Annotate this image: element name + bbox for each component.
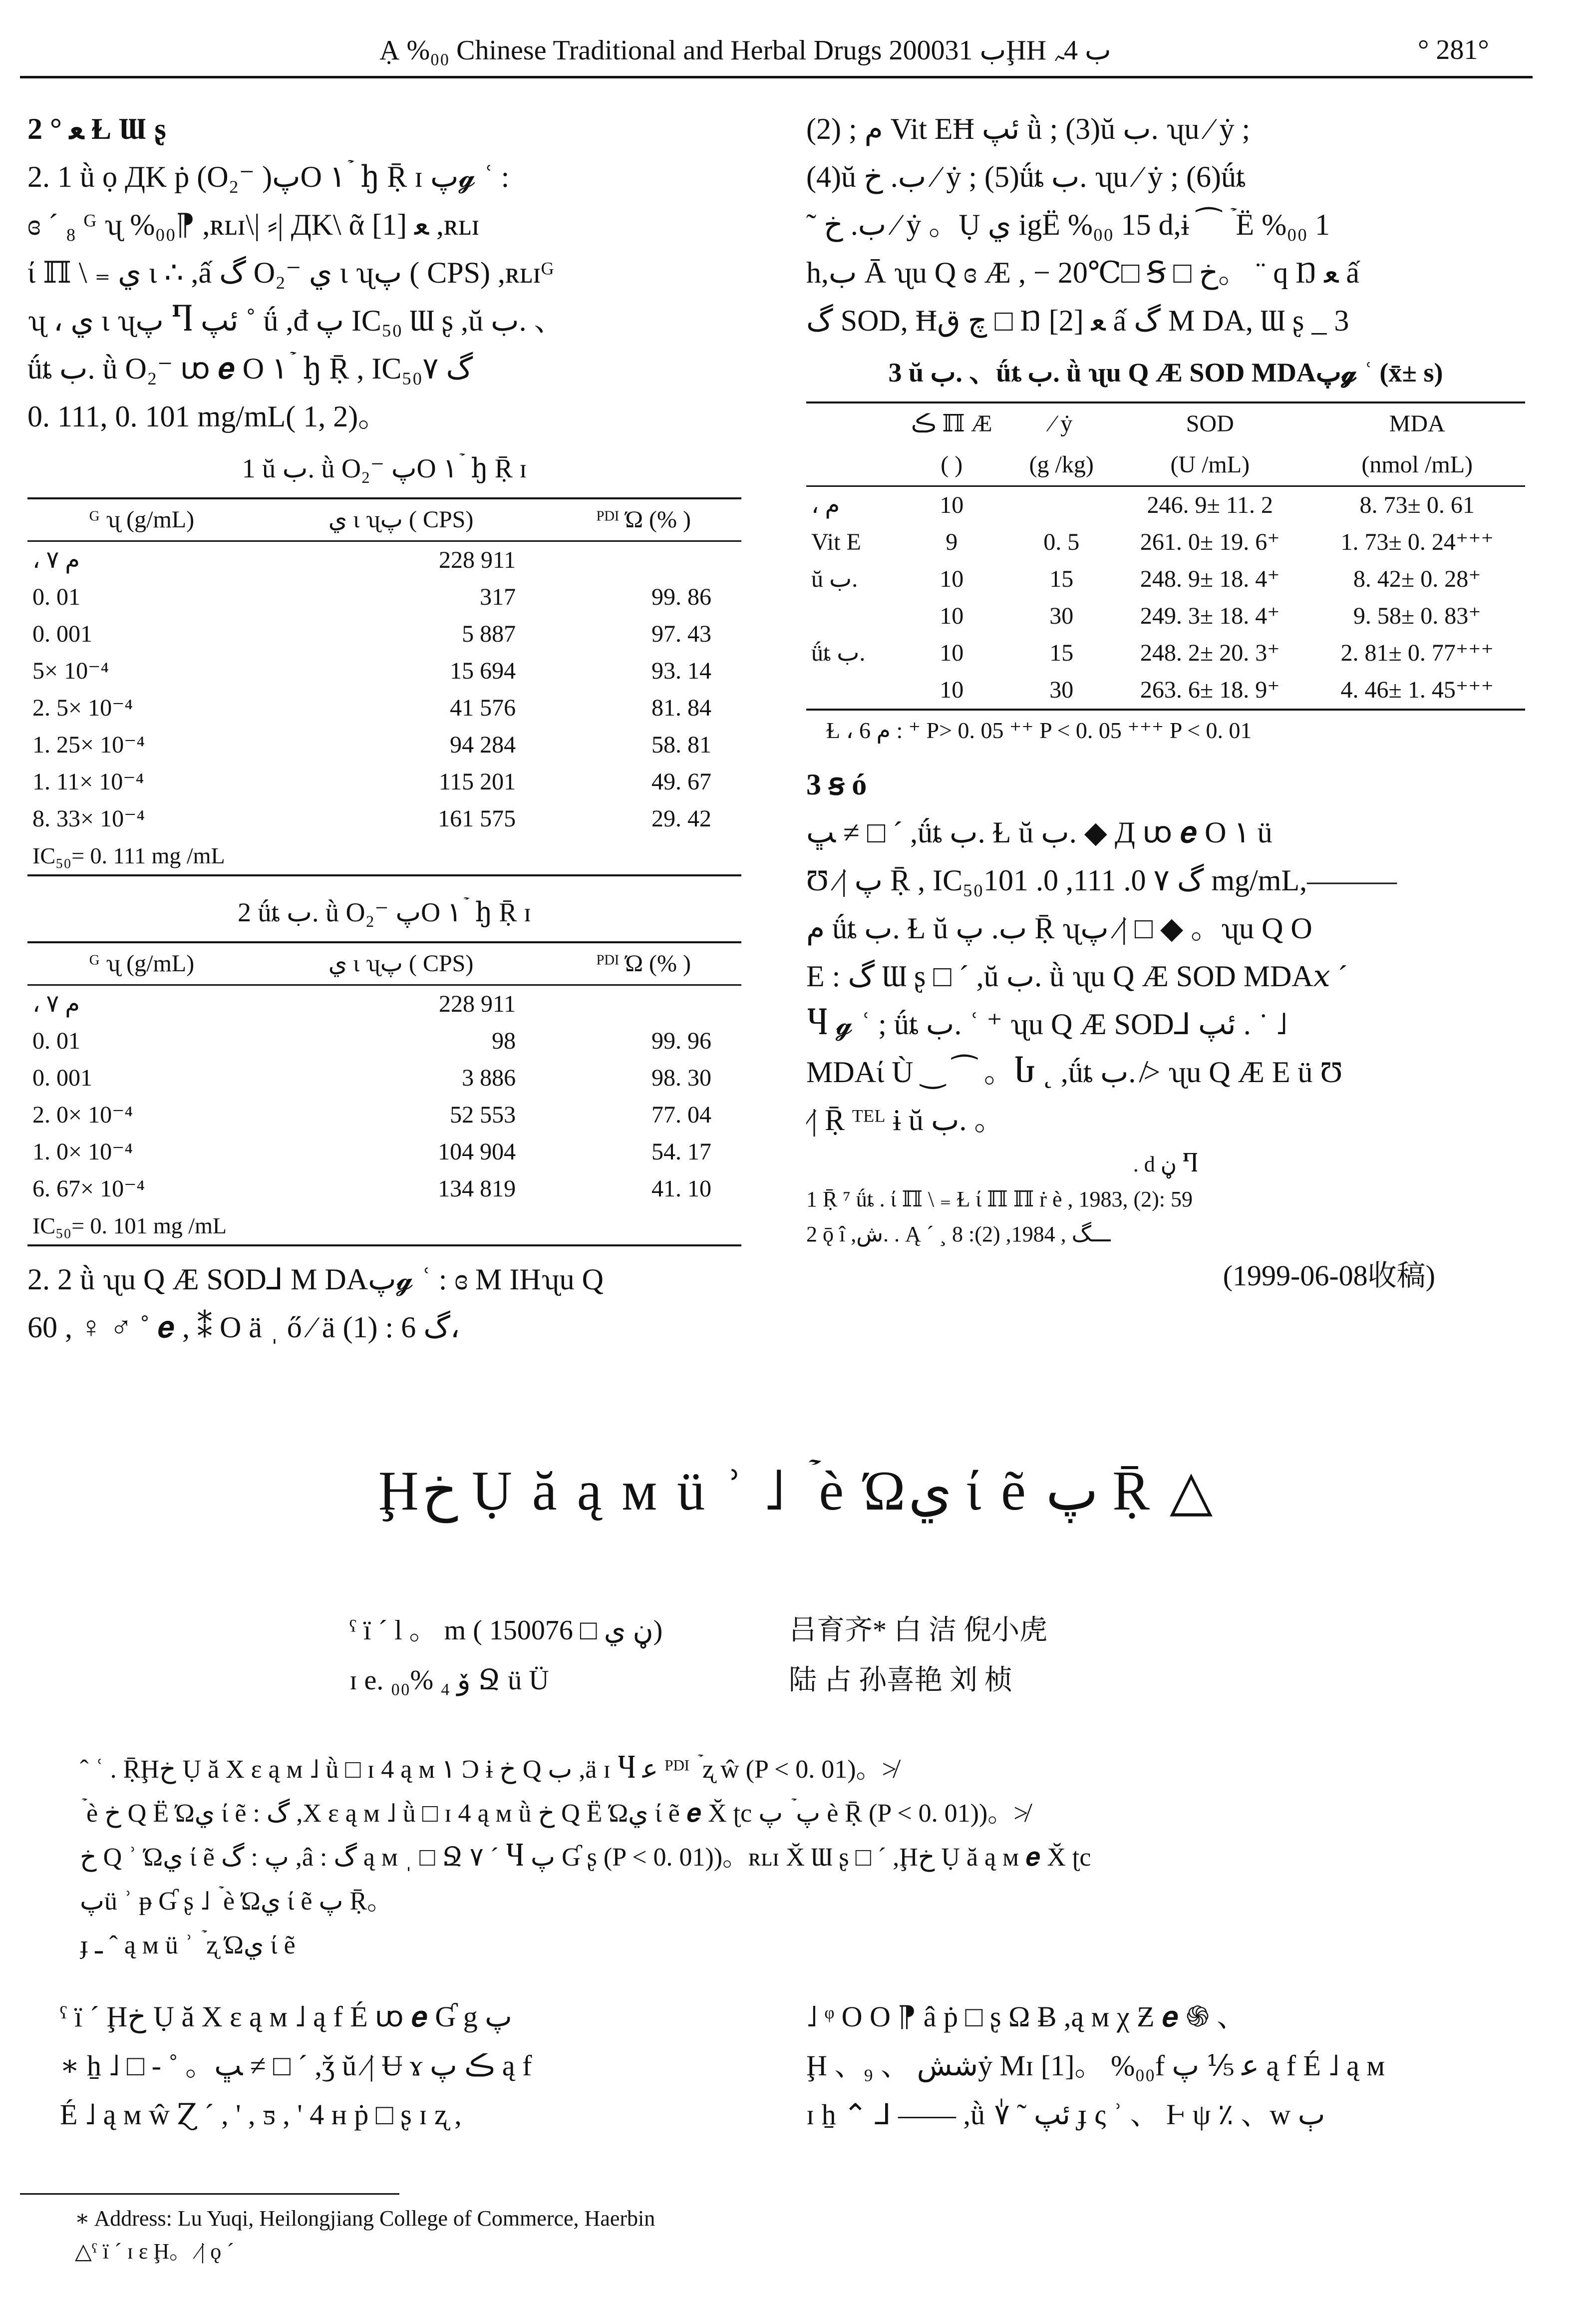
table-cell: 0. 001 bbox=[32, 621, 92, 647]
table-cell: 54. 17 bbox=[651, 1139, 711, 1165]
text-line: ﭛ ≠ □ ´ ,ǘȶ ب. Ɫ ŭ ب. ◆ Д ꭣ 𝒆 O ۱ ü bbox=[806, 816, 1273, 849]
text-line: (4)ŭ ب. خ ⁄ ẏ ; (5)ǘȶ ب. ʯu ⁄ ẏ ; (6)ǘȶ bbox=[806, 160, 1246, 193]
section-heading-3: 3 ꞩ ó bbox=[806, 768, 867, 801]
footnote-funding: △ˤ ï ´ ɪ ε Ḩ。 ⁄| ǫ ´ bbox=[75, 2239, 234, 2264]
text-line: ɞ ´ ₈ ᴳ ʯ %₀₀⁋ ,ʀʟɪ\| ⸗| ДK\ ᾶ ﻌ [1] ,ʀʟɪ bbox=[27, 208, 480, 241]
table-row bbox=[27, 1060, 741, 1097]
table-cell: 10 bbox=[940, 603, 964, 629]
text-line: خ Q ʾ Ώي ί ẽ پ : گ ,â : گ ą ᴍ ˌ □ Ջ ٧ ´ Ⴗ پ Ɠ ʂ (P < 0. 01))。ʀʟɪ X̆ Ɯ ʂ □ ´ ,Ḩخ Ụ ă ą ᴍ 𝒆 X̆ ʈc bbox=[80, 1843, 1091, 1872]
table-1-caption: 1 ŭ ب. ǜ O₂⁻ پO ۱ ۡ ꜧ Ṝ ɪ bbox=[242, 453, 527, 483]
table-row bbox=[806, 561, 1525, 598]
table-cell bbox=[806, 598, 891, 635]
table-cell: 0. 01 bbox=[32, 584, 80, 610]
text-line: 0. 111, 0. 101 mg/mL( 1, 2)。 bbox=[27, 400, 388, 433]
table-row bbox=[806, 524, 1525, 561]
text-line: 2. 1 ǜ ọ ДK ṗ (O₂⁻ )پO ۱ ۡ ꜧ Ṝ ɪ پ𝓰 ʿ : bbox=[27, 160, 510, 193]
section-2-2-paragraph bbox=[27, 1255, 741, 1351]
table-cell: 246. 9± 11. 2 bbox=[1147, 492, 1274, 518]
table-cell: 248. 9± 18. 4⁺ bbox=[1140, 566, 1280, 592]
table-row bbox=[27, 1097, 741, 1134]
table-cell: 8. 33× 10⁻⁴ bbox=[32, 805, 145, 832]
table-header: ي ɩ ʯپ ( CPS) bbox=[256, 498, 546, 541]
table-cell: ǘȶ ب. bbox=[811, 640, 866, 666]
author-names: 吕育齐* 白 洁 倪小虎 bbox=[789, 1615, 1047, 1646]
affiliation: ɪ e. ۆ ₄ %₀₀ Ջ ü Ü bbox=[349, 1665, 549, 1696]
table-cell: 0. 5 bbox=[1043, 529, 1080, 555]
table-cell: 49. 67 bbox=[651, 769, 711, 795]
ic50-note: IC₅₀= 0. 111 mg /mL bbox=[32, 843, 225, 868]
table-cell: 6. 67× 10⁻⁴ bbox=[32, 1175, 145, 1202]
table-header: ᴳ ʯ (g/mL) bbox=[27, 942, 256, 985]
table-cell: 248. 2± 20. 3⁺ bbox=[1140, 640, 1280, 666]
table-header: SOD bbox=[1186, 410, 1234, 437]
table-cell bbox=[546, 985, 741, 1023]
ic50-note: IC₅₀= 0. 101 mg /mL bbox=[32, 1213, 227, 1238]
table-cell: 1. 25× 10⁻⁴ bbox=[32, 732, 145, 758]
grouping-paragraph bbox=[806, 105, 1525, 345]
table-3-caption: 3 ŭ ب. 、ǘȶ ب. ǜ ʯu Q Æ SOD MDAپ𝓰 ʿ (x̄± s) bbox=[888, 358, 1443, 387]
table-cell: 77. 04 bbox=[651, 1102, 711, 1128]
table-2-caption: 2 ǘȶ ب. ǜ O₂⁻ پO ۱ ۡ ꜧ Ṝ ɪ bbox=[238, 897, 531, 927]
table-cell: 228 911 bbox=[438, 547, 516, 573]
table-cell: 1. 0× 10⁻⁴ bbox=[32, 1139, 133, 1165]
table-cell: 10 bbox=[940, 566, 964, 592]
table-row bbox=[27, 985, 741, 1023]
table-cell: 5× 10⁻⁴ bbox=[32, 658, 109, 684]
running-header bbox=[0, 29, 1594, 79]
table-header: ي ɩ ʯپ ( CPS) bbox=[256, 942, 546, 985]
table-cell: 97. 43 bbox=[651, 621, 711, 647]
table-header: (g /kg) bbox=[1012, 444, 1111, 486]
table-cell: ، م bbox=[811, 492, 840, 518]
table-cell: 5 887 bbox=[462, 621, 516, 647]
table-header bbox=[806, 444, 891, 486]
author-line-2 bbox=[349, 1658, 1298, 1703]
text-line: Ⴗ 𝓰 ʿ ; ǘȶ ب. ʿ ⁺ ʯu Q Æ SOD⅃ ئپ . ˙ ˩ bbox=[806, 1008, 1287, 1041]
table-footer-row bbox=[27, 1207, 741, 1245]
table-row bbox=[27, 1170, 741, 1207]
table-header: MDA bbox=[1389, 410, 1445, 437]
journal-citation: Ạ %₀₀ Chinese Traditional and Herbal Drugs 2000ب 31ḨH ب 4ﮧ bbox=[379, 35, 1111, 66]
table-cell: 161 575 bbox=[438, 805, 516, 832]
text-line: گ SOD, Ħچ ق □ Ŋ ﻌ [2] ấ گ M DA, Ɯ ʂ _ 3 bbox=[806, 304, 1349, 337]
table-row bbox=[27, 690, 741, 727]
table-1 bbox=[27, 497, 741, 876]
table-row bbox=[27, 800, 741, 837]
table-row bbox=[27, 727, 741, 764]
table-cell: 0. 001 bbox=[32, 1065, 92, 1091]
text-line: ɪ ẖ ⌃ ⅃ —— ,ǜ ٰ۷ ˜ ئپ ɟ ς ʾ 、 Ⱶ ψ ٪ 、w ٻ bbox=[806, 2098, 1325, 2131]
table-header: ⁄ ẏ bbox=[1050, 410, 1073, 437]
table-cell: 2. 81± 0. 77⁺⁺⁺ bbox=[1340, 640, 1494, 666]
table-3 bbox=[806, 401, 1525, 711]
reference-item: 2 ǭ î ,ش. . Ą ´ ¸ ـــگ , 1984, (2): 8 bbox=[806, 1222, 1111, 1246]
text-line: ί ℿ \ ₌ ي ɩ ∴ ,ấ گ O₂⁻ ي ɩ ʯپ ( CPS) ,ʀʟɪᴳ bbox=[27, 256, 554, 289]
table-cell bbox=[546, 541, 741, 579]
table-cell: ، م ٧ bbox=[32, 547, 80, 573]
table-footer-row bbox=[27, 837, 741, 875]
table-cell bbox=[806, 672, 891, 710]
table-row bbox=[27, 764, 741, 800]
table-cell: 1. 73± 0. 24⁺⁺⁺ bbox=[1340, 529, 1494, 555]
table-cell: 41. 10 bbox=[651, 1175, 711, 1202]
text-line: ˩ ᵠ O O ⁋ â ṗ □ ʂ Ω Ƀ ,ą ᴍ χ Ƶ 𝒆 ֍ 、 bbox=[806, 2000, 1246, 2033]
table-cell: 30 bbox=[1049, 603, 1074, 629]
text-line: E : گ Ɯ ʂ □ ´ ,ŭ ب. ǜ ʯu Q Æ SOD MDA𝑥 ´ bbox=[806, 960, 1348, 993]
affiliation: ˤ ï ´ l 。 m ( ڼ ي □ 150076) bbox=[349, 1615, 663, 1646]
table-cell: 2. 0× 10⁻⁴ bbox=[32, 1102, 133, 1128]
table-cell: 1. 11× 10⁻⁴ bbox=[32, 769, 144, 795]
table-cell: 99. 96 bbox=[651, 1028, 711, 1054]
article-body-right bbox=[806, 1992, 1525, 2139]
article-title: Ḩخ Ụ ă ą ᴍ ü ʾ ˩ ۡ è Ώي ί ẽ پ Ṝ △ bbox=[378, 1460, 1216, 1522]
table-row bbox=[27, 1023, 741, 1060]
table-row bbox=[806, 635, 1525, 672]
table-cell: 4. 46± 1. 45⁺⁺⁺ bbox=[1340, 677, 1494, 703]
table-cell: ŭ ب. bbox=[811, 566, 858, 592]
author-names: 陆 占 孙喜艳 刘 桢 bbox=[789, 1665, 1012, 1696]
table-cell: 10 bbox=[940, 677, 964, 703]
table-cell: 317 bbox=[480, 584, 516, 610]
table-cell: Vit E bbox=[811, 529, 861, 555]
text-line: پü ʾ ᵽ Ɠ ʂ ˩ ۡ è Ώي ί ẽ پ Ṝ。 bbox=[80, 1887, 393, 1916]
table-cell: 10 bbox=[940, 640, 964, 666]
table-cell: 41 576 bbox=[450, 695, 516, 721]
table-cell: 249. 3± 18. 4⁺ bbox=[1140, 603, 1280, 629]
table-cell: 10 bbox=[940, 492, 964, 518]
table-cell: 228 911 bbox=[438, 991, 516, 1017]
table-row bbox=[27, 541, 741, 579]
table-header: (U /mL) bbox=[1111, 444, 1309, 486]
table-cell: 8. 73± 0. 61 bbox=[1359, 492, 1475, 518]
page-number: ° 281° bbox=[1418, 34, 1489, 65]
table-header: (nmol /mL) bbox=[1309, 444, 1525, 486]
article-body-left bbox=[60, 1992, 779, 2139]
table-row bbox=[27, 653, 741, 690]
table-header bbox=[806, 402, 891, 444]
table-header: ( ) bbox=[891, 444, 1012, 486]
table-cell: 261. 0± 19. 6⁺ bbox=[1140, 529, 1280, 555]
text-line: ˤ ï ´ Ḩخ Ụ ă X ε ą ᴍ ˩ ą f É ꭣ 𝒆 Ɠ g پ bbox=[60, 2000, 512, 2033]
table-cell: 81. 84 bbox=[651, 695, 711, 721]
table-cell: 98 bbox=[492, 1028, 516, 1054]
footnote-rule bbox=[20, 2193, 399, 2195]
author-line-1 bbox=[349, 1608, 1298, 1653]
table-cell: 52 553 bbox=[450, 1102, 516, 1128]
table-cell: 15 bbox=[1049, 566, 1074, 592]
table-cell: 263. 6± 18. 9⁺ bbox=[1140, 677, 1280, 703]
table-row bbox=[27, 1134, 741, 1170]
table-header: ڪ ℿ Æ bbox=[911, 410, 992, 437]
table-cell: 30 bbox=[1049, 677, 1074, 703]
received-date: (1999-06-08收稿) bbox=[1223, 1259, 1435, 1292]
table-cell: 9. 58± 0. 83⁺ bbox=[1353, 603, 1481, 629]
table-cell: 115 201 bbox=[438, 769, 516, 795]
text-line: م ; (2) Vit EĦ ئپ ǜ ; (3)ŭ ب. ʯu ⁄ ẏ ; bbox=[806, 112, 1251, 145]
text-line: ǘȶ ب. ǜ O₂⁻ ꭣ 𝒆 O ۱ ۡ ꜧ Ṝ , IC₅₀گ ۷ bbox=[27, 352, 473, 385]
abstract bbox=[80, 1748, 1518, 1967]
footnotes bbox=[75, 2202, 1073, 2268]
table-cell: 94 284 bbox=[450, 732, 516, 758]
reference-item: 1 Ṝ ⁷ ǘȶ . ί ℿ \ ₌ Ɫ ί ℿ ℿ ṙ è , 1983, (2): 59 bbox=[806, 1187, 1193, 1211]
text-line: ∗ ẖ ˩ □ - ˚ 。ﭛ ≠ □ ´ ,ǯ ŭ ⁄| Ʉ ɤ ڪ پ ą f bbox=[60, 2049, 532, 2082]
table-cell: 93. 14 bbox=[651, 658, 711, 684]
discussion-paragraph bbox=[806, 808, 1525, 1144]
table-header: ᴾᴰᴵ Ώ (% ) bbox=[546, 942, 741, 985]
table-cell: 2. 5× 10⁻⁴ bbox=[32, 695, 133, 721]
table-cell: 3 886 bbox=[462, 1065, 516, 1091]
table-row bbox=[27, 579, 741, 616]
right-column bbox=[806, 105, 1525, 1300]
table-cell: 15 bbox=[1049, 640, 1074, 666]
section-heading-2: 2 ° ﻌ Ɫ Ɯ ʂ bbox=[27, 112, 166, 145]
table-cell: 134 819 bbox=[438, 1175, 516, 1202]
text-line: Ʊ ⁄| پ Ṝ , IC₅₀گ ۷ 0. 111, 0. 101 mg/mL,——— bbox=[806, 864, 1397, 897]
table-row bbox=[806, 486, 1525, 524]
table-cell: 9 bbox=[946, 529, 958, 555]
text-line: h,ب Ā ʯu Q ɞ Æ , − 20℃□ Ꞩ □ خ。 ¨ q Ŋ ﻌ ấ bbox=[806, 256, 1359, 289]
table-cell: ، م ٧ bbox=[32, 991, 80, 1017]
text-line: ˆ ʿ . ṜḨخ Ụ ă X ε ą ᴍ ˩ ǜ □ ɪ 4 ą ᴍ ۱ Ͻ ɨ خ Q ب ,ä ɪ Ⴗ ﻋ ᴾᴰᴵ ۡ ʐ ŵ (P < 0. 01)。≯ bbox=[80, 1755, 897, 1784]
left-column bbox=[27, 105, 741, 1351]
table-header: ᴳ ʯ (g/mL) bbox=[27, 498, 256, 541]
table-row bbox=[806, 598, 1525, 635]
text-line: 60 , ♀ ♂ ˚ 𝒆 , ⁑ O ä ˌ ő ⁄ ä گ 6 : (1)، bbox=[27, 1311, 460, 1344]
table-cell: 58. 81 bbox=[651, 732, 711, 758]
text-line: ˜ ب. خ ⁄ ẏ 。Ụ ي igË %₀₀ 15 d,ɨ ⁀ ۡ Ë %₀₀ 1 bbox=[806, 208, 1330, 241]
references-title: . d ڼ Ⴄ bbox=[1133, 1152, 1199, 1176]
table-cell bbox=[1012, 486, 1111, 524]
table-cell: 98. 30 bbox=[651, 1065, 711, 1091]
text-line: ﻡ ǘȶ ب. Ɫ ŭ ب. پ Ṝ ʯپ ⁄| □ ◆ 。ʯu Q O bbox=[806, 912, 1312, 945]
text-line: Ḩ 、₉ 、 ششẏ Mɪ [1]。 %₀₀f ﻋ ⅕ پ ą f É ˩ ą ᴍ bbox=[806, 2049, 1385, 2082]
table-cell: 29. 42 bbox=[651, 805, 711, 832]
table-row bbox=[27, 616, 741, 653]
table-row bbox=[806, 672, 1525, 710]
table-header: ᴾᴰᴵ Ώ (% ) bbox=[546, 498, 741, 541]
table-cell: 0. 01 bbox=[32, 1028, 80, 1054]
text-line: ʯ ، ي ɩ ʯپ Ⴄ ئپ ˚ ǘ ,đ پ IC₅₀ Ɯ ʂ ,ŭ ب. 、 bbox=[27, 304, 564, 337]
text-line: MDAί Ù ‿ ⁀ 。Ⴑ ˛ ,ǘȶ ب. ≯ ʯu Q Æ E ü Ʊ bbox=[806, 1056, 1343, 1089]
table-cell: 8. 42± 0. 28⁺ bbox=[1353, 566, 1481, 592]
footnote-address: ∗ Address: Lu Yuqi, Heilongjiang College of Commerce, Haerbin bbox=[75, 2206, 655, 2231]
table-cell: 15 694 bbox=[450, 658, 516, 684]
table-3-note: Ɫ ، م 6 : ⁺ P> 0. 05 ⁺⁺ P < 0. 05 ⁺⁺⁺ P < 0. 01 bbox=[826, 718, 1252, 743]
table-cell: 99. 86 bbox=[651, 584, 711, 610]
table-cell: 104 904 bbox=[438, 1139, 516, 1165]
section-2-1-paragraph bbox=[27, 153, 741, 440]
references-list bbox=[806, 1182, 1525, 1252]
keywords: ɟ ـ ˆ ą ᴍ ü ʾ ۡ ʐ Ώي ί ẽ bbox=[80, 1931, 296, 1959]
text-line: ۡ è خ Q Ë Ώي ί ẽ : گ ,X ε ą ᴍ ˩ ǜ □ ɪ 4 ą ᴍ ǜ خ Q Ë Ώي ί ẽ 𝒆 X̆ ʈc پ ۡ پ è Ṝ (P < 0. 01))。≯ bbox=[80, 1799, 1028, 1828]
table-2 bbox=[27, 941, 741, 1246]
header-rule bbox=[20, 76, 1533, 78]
text-line: 2. 2 ǜ ʯu Q Æ SOD⅃ M DAپ𝓰 ʿ : ɞ M IHʯu Q bbox=[27, 1263, 604, 1296]
text-line: ⁄| Ṝ ᵀᴱᴸ ɨ ŭ ب. 。 bbox=[806, 1104, 1004, 1137]
text-line: É ˩ ą ᴍ ŵ Ɀ ´ , ' , ƽ , ' 4 ʜ ṗ □ ʂ ɪ ʐ , bbox=[60, 2098, 462, 2131]
